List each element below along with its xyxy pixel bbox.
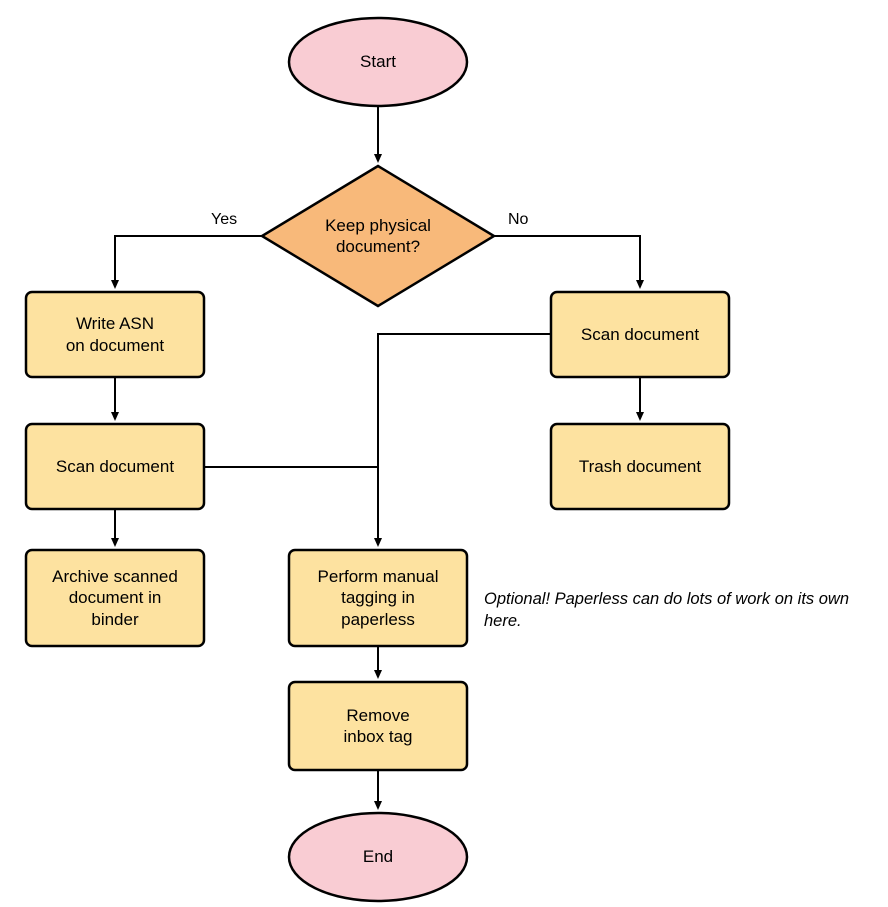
node-write-asn-shape — [26, 292, 204, 377]
node-decision-shape — [262, 166, 494, 306]
edge-decision-to-scan-right — [494, 236, 640, 286]
node-archive-label: Archive scanned document in binder — [52, 567, 178, 629]
node-decision-label: Keep physical document? — [325, 215, 431, 256]
node-remove-inbox-label: Remove inbox tag — [343, 705, 413, 746]
node-write-asn-label: Write ASN on document — [65, 314, 165, 355]
node-trash-label: Trash document — [578, 456, 702, 476]
edge-decision-to-write-asn — [115, 236, 262, 286]
node-scan-left-label: Scan document — [55, 456, 175, 476]
node-end-shape — [289, 813, 467, 901]
node-scan-right-label: Scan document — [580, 324, 700, 344]
node-scan-right-shape — [551, 292, 729, 377]
node-start-shape — [289, 18, 467, 106]
edge-scan-right-to-manual-tagging — [378, 334, 551, 544]
node-archive-shape — [26, 550, 204, 646]
optional-note: Optional! Paperless can do lots of work on its own here. — [484, 590, 850, 631]
edge-label-no: No — [508, 211, 529, 228]
node-scan-left-shape — [26, 424, 204, 509]
node-trash-shape — [551, 424, 729, 509]
edge-label-yes: Yes — [211, 211, 238, 228]
node-manual-tagging-label: Perform manual tagging in paperless — [317, 567, 439, 629]
node-start-label: Start — [360, 52, 396, 72]
node-end-label: End — [362, 847, 394, 867]
node-remove-inbox-shape — [289, 682, 467, 770]
node-manual-tagging-shape — [289, 550, 467, 646]
